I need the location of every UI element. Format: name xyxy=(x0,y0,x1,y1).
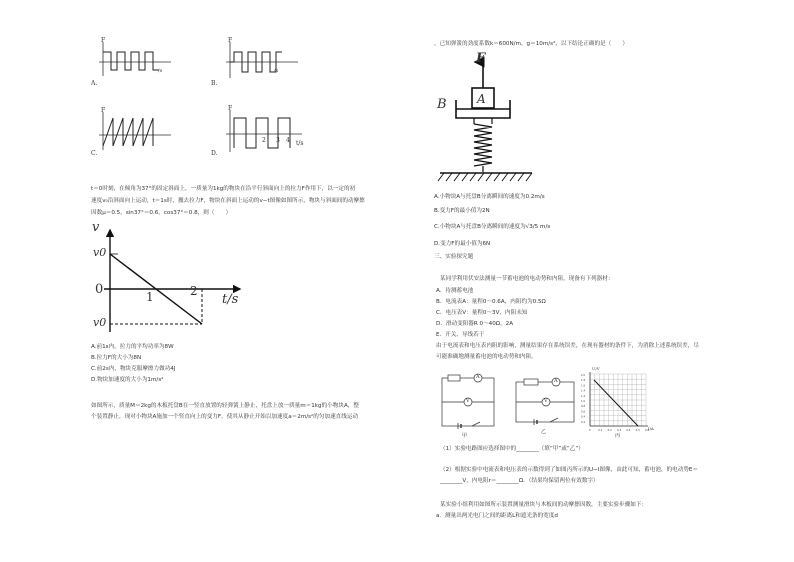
ui-ytick-label: 0.4 xyxy=(581,415,586,419)
option-board-d: D.变力F的最小值为6N xyxy=(434,241,491,247)
unit-mark-b: /s xyxy=(274,68,279,74)
circuit-yi xyxy=(512,376,580,434)
vt-label-zero: 0 xyxy=(95,282,104,297)
waveform-option-c xyxy=(95,107,175,155)
waveform-option-b xyxy=(222,37,302,82)
vt-label-t2: 2 xyxy=(190,284,198,298)
question-board-continued: ，已知弹簧的劲度系数k＝600N/m，g＝10m/s²，以下结论正确的是（ ） xyxy=(434,41,629,47)
equipment-item-a: A．待测蓄电池 xyxy=(436,288,474,294)
svg-text:3: 3 xyxy=(276,137,280,144)
option-a-label: A. xyxy=(91,80,98,87)
ui-graph xyxy=(580,368,656,438)
circuit-jia-caption: 甲 xyxy=(462,433,468,439)
svg-text:F: F xyxy=(228,105,233,112)
ui-ytick-label: 1.8 xyxy=(581,379,586,383)
slider-question-line1: 某实验小组利用如图所示装置测量滑块与木板间的动摩擦因数，主要实验步骤如下： xyxy=(440,502,647,508)
vt-label-v0-bottom: v0 xyxy=(93,316,107,329)
ui-ytick-label: 0.6 xyxy=(581,410,586,414)
ui-xtick-label: 0.1 xyxy=(598,429,603,432)
figure-label-f: F xyxy=(476,51,486,66)
question-2-line2: ________V，内电阻r＝________Ω．（结果均保留两位有效数字） xyxy=(440,478,599,484)
option-board-c: C.小物块A与托盘B分离瞬间的速度为√3/5 m/s xyxy=(434,224,551,230)
option-incline-d: D.物块加速度的大小为1m/s² xyxy=(91,377,164,383)
ui-xtick-label: 0 xyxy=(589,429,591,432)
equipment-item-d: D．滑动变阻器R 0～40Ω，2A xyxy=(436,321,514,327)
figure-label-b: B xyxy=(437,97,447,112)
circuit-yi-voltmeter: V xyxy=(544,398,548,404)
ui-xtick-label: 0.5 xyxy=(635,429,640,432)
experiment-intro: 某同学利用伏安法测量一节蓄电池的电动势和内阻，现备有下列器材： xyxy=(440,276,614,282)
ui-graph-caption: 丙 xyxy=(615,433,621,439)
ui-graph-xlabel: I/A xyxy=(648,426,654,431)
question-incline-line1: t＝0时刻，在倾角为37°的固定斜面上，一质量为1kg的物块在沿平行斜面向上的拉力F作用下，以一定的初 xyxy=(91,186,356,192)
figure-label-a: A xyxy=(477,92,486,106)
svg-text:F: F xyxy=(101,107,106,114)
ui-xtick-label: 0.6 xyxy=(645,429,650,432)
circuit-jia-voltmeter: V xyxy=(466,398,470,404)
spring-tray-figure xyxy=(432,52,542,187)
option-incline-b: B.拉力F的大小为8N xyxy=(91,355,142,361)
ui-ytick-label: 2.0 xyxy=(581,374,586,377)
circuit-yi-caption: 乙 xyxy=(541,429,547,435)
option-incline-a: A.前1s内，拉力的平均功率为8W xyxy=(91,344,174,350)
vt-label-v: v xyxy=(92,220,100,235)
ui-ytick-label: 0.2 xyxy=(581,420,586,424)
option-d-label: D. xyxy=(211,150,218,157)
equipment-item-e: E．开关、导线若干 xyxy=(436,332,485,338)
velocity-time-graph xyxy=(90,220,250,340)
ui-xtick-label: 0.2 xyxy=(607,429,612,432)
unit-mark-a: /s xyxy=(158,68,163,74)
ui-ytick-label: 1.0 xyxy=(581,400,586,403)
ui-ytick-label: 0.8 xyxy=(581,405,586,409)
ui-xtick-label: 0.3 xyxy=(617,429,622,432)
slider-question-line2: a．测量出两光电门之间的距离L和遮光条的宽度d xyxy=(436,513,558,519)
vt-label-t1: 1 xyxy=(146,290,154,304)
option-b-label: B. xyxy=(211,80,218,87)
option-board-b: B.变力F的最小值为2N xyxy=(434,208,490,214)
vt-label-ts: t/s xyxy=(222,292,239,307)
svg-text:4: 4 xyxy=(286,137,290,144)
question-board-line1: 如图所示，质量M＝2kg的木板托盘B在一竖直放置的轻弹簧上静止，托盘上放一质量m＝1kg的小物块A，整 xyxy=(91,403,359,409)
svg-text:2: 2 xyxy=(262,137,266,144)
question-board-line2: 个装置静止，现对小物块A施加一个竖直向上的变力F，使其从静止开始以加速度a＝2m/s²的匀加速直线运动 xyxy=(91,414,359,420)
experiment-note-line2: 可能准确地测量蓄电池的电动势和内阻。 xyxy=(436,354,537,360)
experiment-note-line1: 由于电流表和电压表内阻的影响，测量结果存在系统误差，在现有器材的条件下，为消除上述系统误差，尽 xyxy=(436,343,699,349)
ui-graph-ylabel: U/V xyxy=(592,366,600,371)
ui-ytick-label: 1.2 xyxy=(581,394,586,398)
question-incline-line3: 因数μ＝0.5，sin37°＝0.6，cos37°＝0.8，则（ ） xyxy=(91,210,232,216)
ui-xtick-label: 0.4 xyxy=(626,429,631,432)
unit-mark-d: t/s xyxy=(296,140,304,147)
question-1: （1）实验电路图应选择图中的________（填“甲”或“乙”） xyxy=(440,446,584,452)
circuit-yi-ammeter: A xyxy=(554,378,558,384)
option-board-a: A.小物块A与托盘B分离瞬间的速度为0.2m/s xyxy=(434,194,545,200)
section-heading: 三、实验探究题 xyxy=(434,254,474,260)
option-c-label: C. xyxy=(91,150,98,157)
question-2-line1: （2）根据实验中电流表和电压表的示数得到了如图丙所示的U−I图像，由此可知，蓄电池，的电动势E＝ xyxy=(440,467,699,473)
option-incline-c: C.前2s内，物块克服摩擦力做功4J xyxy=(91,366,176,372)
equipment-item-b: B．电流表A：量程0～0.6A，内阻约为0.5Ω xyxy=(436,299,546,305)
equipment-item-c: C．电压表V：量程0～3V，内阻未知 xyxy=(436,310,528,316)
circuit-jia-ammeter: A xyxy=(476,374,480,380)
ui-ytick-label: 1.6 xyxy=(581,384,586,388)
ui-ytick-label: 1.4 xyxy=(581,389,586,393)
question-incline-line2: 速度v₀沿斜面向上运动，t＝1s时，撤去拉力F，物块在斜面上运动的v−t图像如图所示，物块与斜面间的动摩擦 xyxy=(91,198,365,204)
vt-label-v0-top: v0 xyxy=(93,246,107,259)
waveform-option-a xyxy=(95,37,175,82)
svg-text:F: F xyxy=(101,37,106,44)
svg-text:F: F xyxy=(228,37,233,44)
waveform-option-d xyxy=(222,105,312,156)
